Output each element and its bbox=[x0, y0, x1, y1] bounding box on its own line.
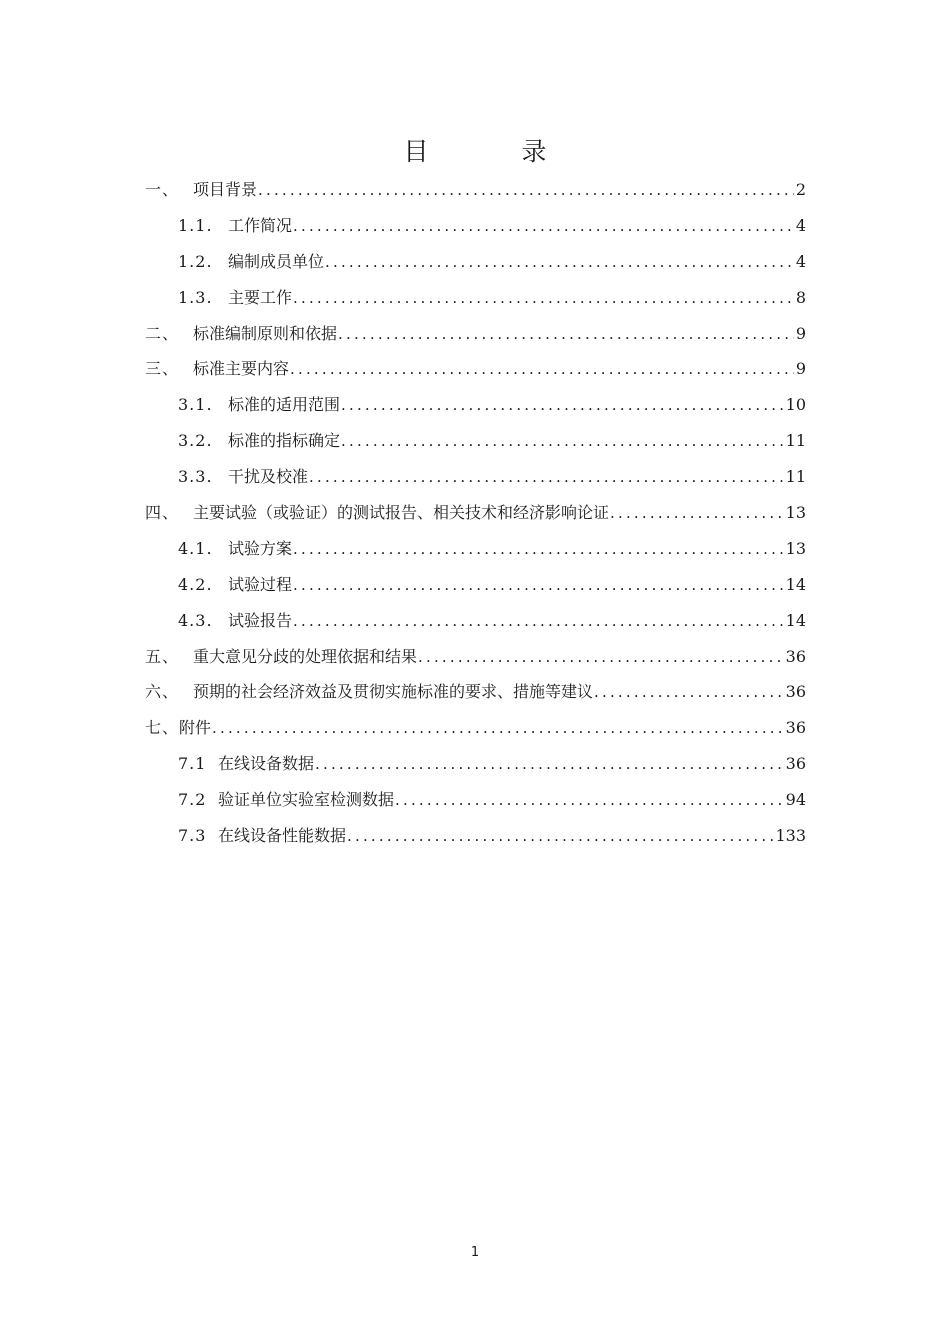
dot-leader bbox=[212, 711, 784, 747]
toc-entry-title: 试验报告 bbox=[228, 610, 293, 630]
toc-entry-page: 4 bbox=[795, 215, 806, 235]
toc-entry[interactable] bbox=[145, 746, 806, 782]
toc-entry-number: 六、 bbox=[145, 682, 180, 702]
toc-entry-number: 二、 bbox=[145, 323, 180, 343]
toc-entry-number: 1.1. bbox=[178, 215, 213, 235]
toc-entry-page: 8 bbox=[795, 287, 806, 307]
toc-entry[interactable] bbox=[145, 459, 806, 495]
toc-entry[interactable] bbox=[145, 244, 806, 280]
toc-entry[interactable] bbox=[145, 531, 806, 567]
toc-entry-page: 36 bbox=[785, 718, 806, 738]
toc-entry-title: 验证单位实验室检测数据 bbox=[218, 790, 395, 810]
toc-entry[interactable] bbox=[145, 172, 806, 208]
toc-entry-page: 9 bbox=[795, 323, 806, 343]
toc-entry-title: 主要试验（或验证）的测试报告、相关技术和经济影响论证 bbox=[193, 503, 610, 523]
toc-entry[interactable] bbox=[145, 208, 806, 244]
toc-entry-page: 4 bbox=[795, 251, 806, 271]
toc-entry-number: 1.2. bbox=[178, 251, 213, 271]
page-number-footer: 1 bbox=[470, 1245, 480, 1260]
toc-entry-page: 36 bbox=[785, 682, 806, 702]
dot-leader bbox=[341, 424, 784, 460]
toc-entry-title: 编制成员单位 bbox=[228, 251, 325, 271]
toc-entry-number: 四、 bbox=[145, 503, 180, 523]
dot-leader bbox=[418, 640, 784, 676]
toc-entry[interactable] bbox=[145, 387, 806, 423]
toc-entry-page: 11 bbox=[785, 467, 806, 487]
toc-entry[interactable] bbox=[145, 782, 806, 818]
toc-entry-number: 7.3 bbox=[178, 826, 207, 846]
toc-entry-page: 11 bbox=[785, 431, 806, 451]
toc-entry[interactable] bbox=[145, 567, 806, 603]
toc-entry-number: 4.1. bbox=[178, 538, 213, 558]
dot-leader bbox=[293, 209, 794, 245]
toc-entry[interactable] bbox=[145, 423, 806, 459]
toc-entry-number: 五、 bbox=[145, 646, 180, 666]
dot-leader bbox=[309, 460, 784, 496]
toc-entry-number: 3.1. bbox=[178, 395, 213, 415]
dot-leader bbox=[610, 496, 784, 532]
toc-entry-title: 标准的指标确定 bbox=[228, 431, 341, 451]
dot-leader bbox=[338, 317, 794, 353]
toc-entry-title: 附件 bbox=[179, 718, 212, 738]
dot-leader bbox=[290, 352, 794, 388]
toc-entry-title: 主要工作 bbox=[228, 287, 293, 307]
toc-entry[interactable] bbox=[145, 603, 806, 639]
dot-leader bbox=[347, 819, 773, 855]
toc-entry-page: 13 bbox=[785, 538, 806, 558]
dot-leader bbox=[594, 675, 784, 711]
table-of-contents bbox=[145, 172, 806, 854]
dot-leader bbox=[293, 604, 784, 640]
toc-entry-number: 7.1 bbox=[178, 754, 207, 774]
toc-entry-number: 3.3. bbox=[178, 467, 213, 487]
toc-entry-title: 预期的社会经济效益及贯彻实施标准的要求、措施等建议 bbox=[193, 682, 594, 702]
toc-entry[interactable] bbox=[145, 280, 806, 316]
toc-entry-page: 10 bbox=[785, 395, 806, 415]
dot-leader bbox=[341, 388, 784, 424]
toc-entry-number: 7.2 bbox=[178, 790, 207, 810]
toc-entry-title: 标准编制原则和依据 bbox=[193, 323, 338, 343]
toc-entry[interactable] bbox=[145, 674, 806, 710]
toc-entry[interactable] bbox=[145, 351, 806, 387]
dot-leader bbox=[315, 747, 784, 783]
dot-leader bbox=[395, 783, 784, 819]
toc-entry-number: 七、 bbox=[145, 718, 180, 738]
toc-entry-number: 3.2. bbox=[178, 431, 213, 451]
toc-entry-title: 标准主要内容 bbox=[193, 359, 290, 379]
toc-entry-title: 标准的适用范围 bbox=[228, 395, 341, 415]
toc-entry-page: 13 bbox=[785, 503, 806, 523]
dot-leader bbox=[293, 532, 784, 568]
toc-entry-number: 1.3. bbox=[178, 287, 213, 307]
toc-entry-number: 4.3. bbox=[178, 610, 213, 630]
toc-entry[interactable] bbox=[145, 495, 806, 531]
dot-leader bbox=[325, 245, 794, 281]
toc-entry-title: 在线设备性能数据 bbox=[218, 826, 347, 846]
toc-entry-title: 项目背景 bbox=[193, 180, 258, 199]
dot-leader bbox=[258, 173, 794, 209]
toc-entry-page: 9 bbox=[795, 359, 806, 379]
toc-entry-page: 14 bbox=[785, 574, 806, 594]
toc-entry[interactable] bbox=[145, 316, 806, 352]
toc-entry-page: 133 bbox=[775, 826, 806, 846]
toc-entry-page: 36 bbox=[785, 754, 806, 774]
toc-entry-number: 一、 bbox=[145, 180, 180, 199]
toc-entry[interactable] bbox=[145, 639, 806, 675]
dot-leader bbox=[293, 281, 794, 317]
toc-entry-title: 在线设备数据 bbox=[218, 754, 315, 774]
toc-title: 目 录 bbox=[403, 137, 581, 166]
toc-entry-title: 试验过程 bbox=[228, 574, 293, 594]
toc-entry-page: 2 bbox=[795, 180, 806, 199]
toc-entry-number: 4.2. bbox=[178, 574, 213, 594]
toc-entry[interactable] bbox=[145, 710, 806, 746]
toc-entry-number: 三、 bbox=[145, 359, 180, 379]
toc-entry-title: 干扰及校准 bbox=[228, 467, 309, 487]
dot-leader bbox=[293, 568, 784, 604]
toc-entry-page: 14 bbox=[785, 610, 806, 630]
toc-entry[interactable] bbox=[145, 818, 806, 854]
toc-entry-title: 工作简况 bbox=[228, 215, 293, 235]
toc-entry-page: 94 bbox=[785, 790, 806, 810]
toc-entry-title: 重大意见分歧的处理依据和结果 bbox=[193, 646, 418, 666]
toc-entry-title: 试验方案 bbox=[228, 538, 293, 558]
toc-entry-page: 36 bbox=[785, 646, 806, 666]
